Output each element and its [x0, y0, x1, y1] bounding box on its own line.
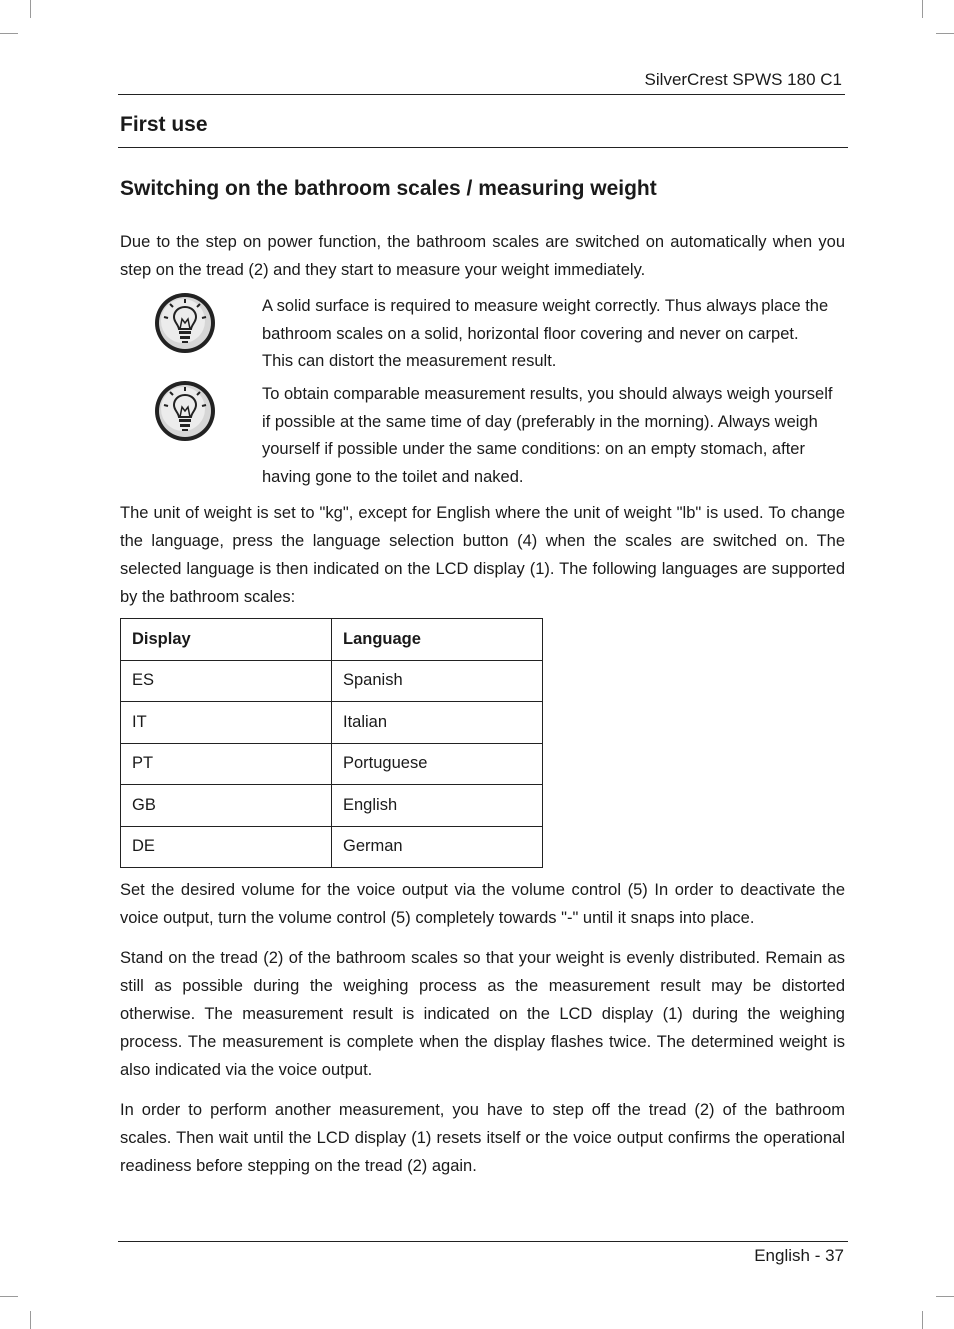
language-table — [120, 618, 543, 868]
crop-mark — [936, 33, 954, 34]
lightbulb-icon — [153, 379, 217, 443]
section-title: First use — [120, 113, 208, 136]
table-cell: DE — [121, 826, 332, 868]
header-rule — [118, 94, 845, 95]
crop-mark — [0, 1296, 18, 1297]
page-number: English - 37 — [754, 1246, 844, 1265]
table-row — [121, 743, 543, 785]
note-text: To obtain comparable measurement results, you should always weigh yourself if possible at the same time of day (preferably in the morning). Always weigh yourself if possible under the same conditions: on an empty stomach, after having gone to the toilet and naked. — [262, 385, 833, 486]
table-row — [121, 785, 543, 827]
table-cell: IT — [121, 702, 332, 744]
intro-paragraph: Due to the step on power function, the bathroom scales are switched on automatically when you step on the tread (2) and they start to measure your weight immediately. — [120, 233, 845, 279]
unit-paragraph: The unit of weight is set to "kg", except for English where the unit of weight "lb" is used. To change the language, press the language selection button (4) when the scales are switched on. The selected language is then indicated on the LCD display (1). The following languages are supported by the bathroom scales: — [120, 504, 845, 606]
table-cell: PT — [121, 743, 332, 785]
footer-rule — [118, 1241, 848, 1242]
repeat-measurement-paragraph: In order to perform another measurement, you have to step off the tread (2) of the bathroom scales. Then wait until the LCD display (1) resets itself or the voice output confirms the operational readiness before stepping on the tread (2) again. — [120, 1101, 845, 1175]
table-cell: German — [332, 826, 543, 868]
table-cell: English — [332, 785, 543, 827]
crop-mark — [922, 0, 923, 18]
note-text: A solid surface is required to measure weight correctly. Thus always place the bathroom scales on a solid, horizontal floor covering and never on carpet. This can distort the measurement result. — [262, 297, 829, 370]
lightbulb-icon — [153, 291, 217, 355]
volume-paragraph: Set the desired volume for the voice output via the volume control (5) In order to deactivate the voice output, turn the volume control (5) completely towards "-" until it snaps into place. — [120, 881, 845, 927]
crop-mark — [0, 33, 18, 34]
table-row — [121, 660, 543, 702]
running-header: SilverCrest SPWS 180 C1 — [644, 70, 842, 89]
column-header: Display — [121, 619, 332, 661]
section-rule — [118, 147, 848, 148]
crop-mark — [30, 1311, 31, 1329]
table-header-row — [121, 619, 543, 661]
stand-paragraph: Stand on the tread (2) of the bathroom scales so that your weight is evenly distributed. Remain as still as possible during the weighing process as the measurement result may be distorted otherwise. The measurement result is indicated on the LCD display (1) during the weighing process. The measurement is complete when the display flashes twice. The determined weight is also indicated via the voice output. — [120, 949, 845, 1079]
table-cell: GB — [121, 785, 332, 827]
table-cell: ES — [121, 660, 332, 702]
crop-mark — [922, 1311, 923, 1329]
column-header: Language — [332, 619, 543, 661]
table-row — [121, 702, 543, 744]
subsection-title: Switching on the bathroom scales / measuring weight — [120, 177, 657, 200]
crop-mark — [936, 1296, 954, 1297]
crop-mark — [30, 0, 31, 18]
table-cell: Italian — [332, 702, 543, 744]
table-cell: Spanish — [332, 660, 543, 702]
table-cell: Portuguese — [332, 743, 543, 785]
table-row — [121, 826, 543, 868]
